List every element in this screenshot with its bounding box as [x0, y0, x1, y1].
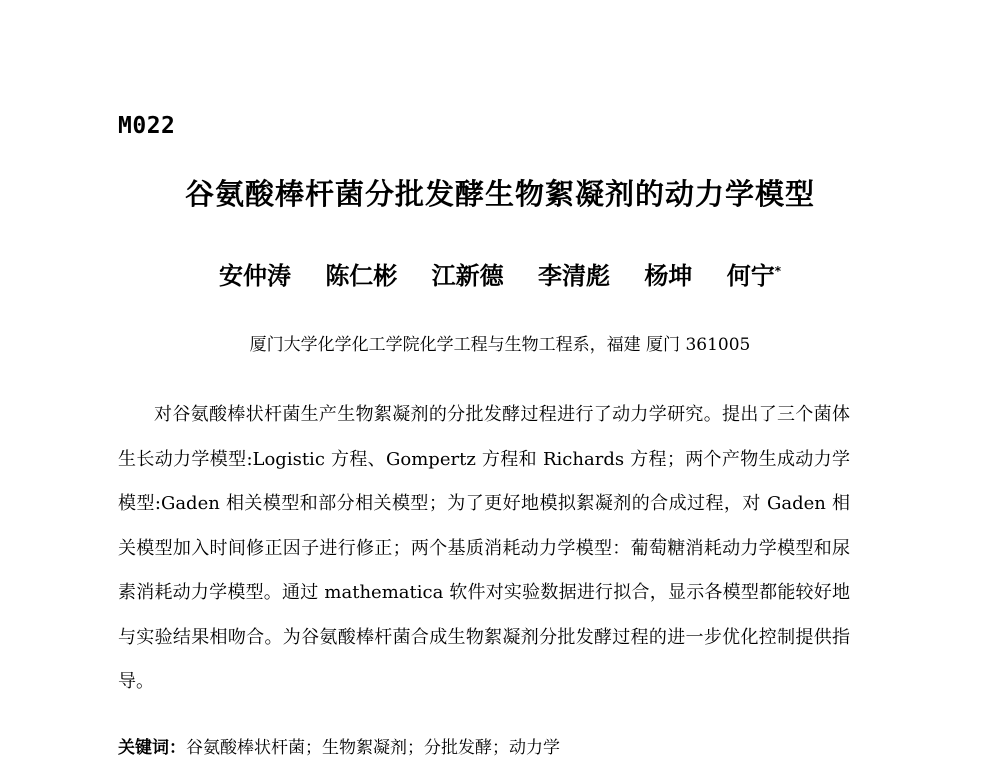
keywords-label: 关键词：	[118, 738, 186, 758]
author: 陈仁彬	[325, 262, 398, 290]
affiliation: 厦门大学化学化工学院化学工程与生物工程系，福建 厦门 361005	[249, 335, 751, 355]
abstract: 对谷氨酸棒状杆菌生产生物絮凝剂的分批发酵过程进行了动力学研究。提出了三个菌体生长动力学模型:Logistic 方程、Gompertz 方程和 Richards 方程；两个产物生成动力学模型:Gaden 相关模型和部分相关模型；为了更好地模拟絮凝剂的合成过程，对 Gaden 相关模型加入时间修正因子进行修正；两个基质消耗动力学模型：葡萄糖消耗动力学模型和尿素消耗动力学模型。通过 mathematica 软件对实验数据进行拟合，显示各模型都能较好地与实验结果相吻合。为谷氨酸棒杆菌合成生物絮凝剂分批发酵过程的进一步优化控制提供指导。	[118, 404, 850, 692]
corresponding-mark: *	[774, 264, 782, 278]
author-list	[150, 256, 850, 291]
author: 江新德	[431, 262, 504, 290]
corresponding-author: 何宁*	[726, 262, 782, 290]
author: 安仲涛	[218, 262, 291, 290]
author: 李清彪	[538, 262, 611, 290]
keywords	[118, 733, 560, 758]
keywords-text: 谷氨酸棒状杆菌；生物絮凝剂；分批发酵；动力学	[186, 738, 560, 758]
paper-title: 谷氨酸棒杆菌分批发酵生物絮凝剂的动力学模型	[184, 177, 815, 211]
author: 杨坤	[644, 262, 693, 290]
paper-code: M022	[118, 113, 176, 139]
